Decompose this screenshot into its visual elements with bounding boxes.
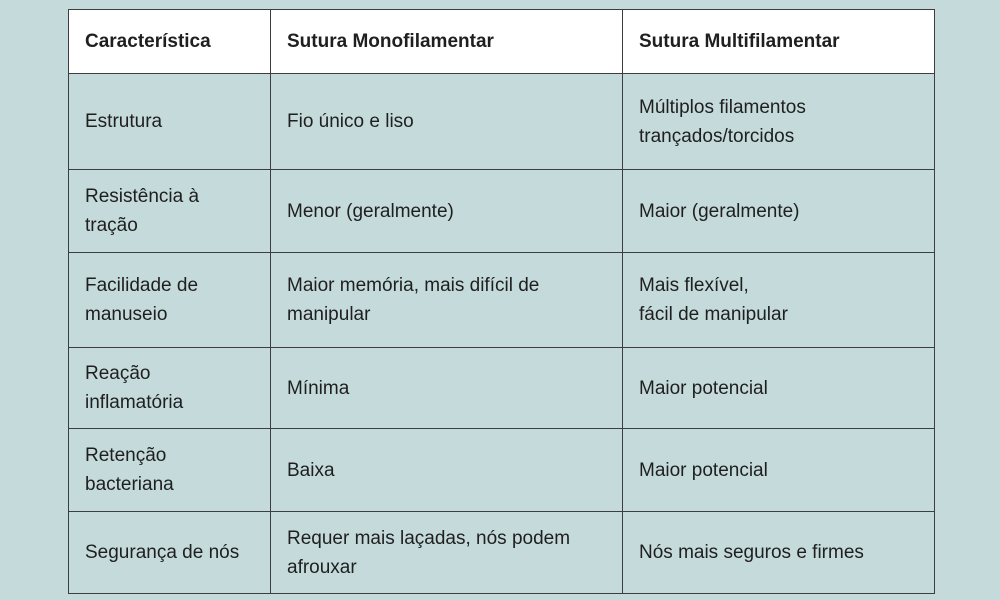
suture-comparison-table	[68, 9, 935, 594]
cell-feature: Resistência à tração	[69, 170, 271, 253]
header-caracteristica: Característica	[69, 10, 271, 74]
cell-multifilament: Maior (geralmente)	[623, 170, 935, 253]
cell-monofilament: Requer mais laçadas, nós podem afrouxar	[271, 512, 623, 594]
cell-feature: Facilidade de manuseio	[69, 253, 271, 348]
cell-feature: Estrutura	[69, 74, 271, 170]
cell-monofilament: Fio único e liso	[271, 74, 623, 170]
cell-multifilament: Maior potencial	[623, 429, 935, 512]
cell-monofilament: Mínima	[271, 348, 623, 429]
table-row-resistencia	[69, 170, 935, 253]
header-sutura-multifilamentar: Sutura Multifilamentar	[623, 10, 935, 74]
cell-multifilament: Nós mais seguros e firmes	[623, 512, 935, 594]
cell-multifilament: Maior potencial	[623, 348, 935, 429]
cell-monofilament: Maior memória, mais difícil de manipular	[271, 253, 623, 348]
cell-monofilament: Menor (geralmente)	[271, 170, 623, 253]
table-header-row	[69, 10, 935, 74]
table-row-retencao	[69, 429, 935, 512]
cell-feature: Reação inflamatória	[69, 348, 271, 429]
table-row-manuseio	[69, 253, 935, 348]
table-row-reacao	[69, 348, 935, 429]
comparison-table-container	[68, 9, 934, 594]
cell-monofilament: Baixa	[271, 429, 623, 512]
cell-multifilament: Múltiplos filamentos trançados/torcidos	[623, 74, 935, 170]
table-row-estrutura	[69, 74, 935, 170]
header-sutura-monofilamentar: Sutura Monofilamentar	[271, 10, 623, 74]
table-row-seguranca	[69, 512, 935, 594]
cell-feature: Retenção bacteriana	[69, 429, 271, 512]
cell-feature: Segurança de nós	[69, 512, 271, 594]
cell-multifilament: Mais flexível, fácil de manipular	[623, 253, 935, 348]
